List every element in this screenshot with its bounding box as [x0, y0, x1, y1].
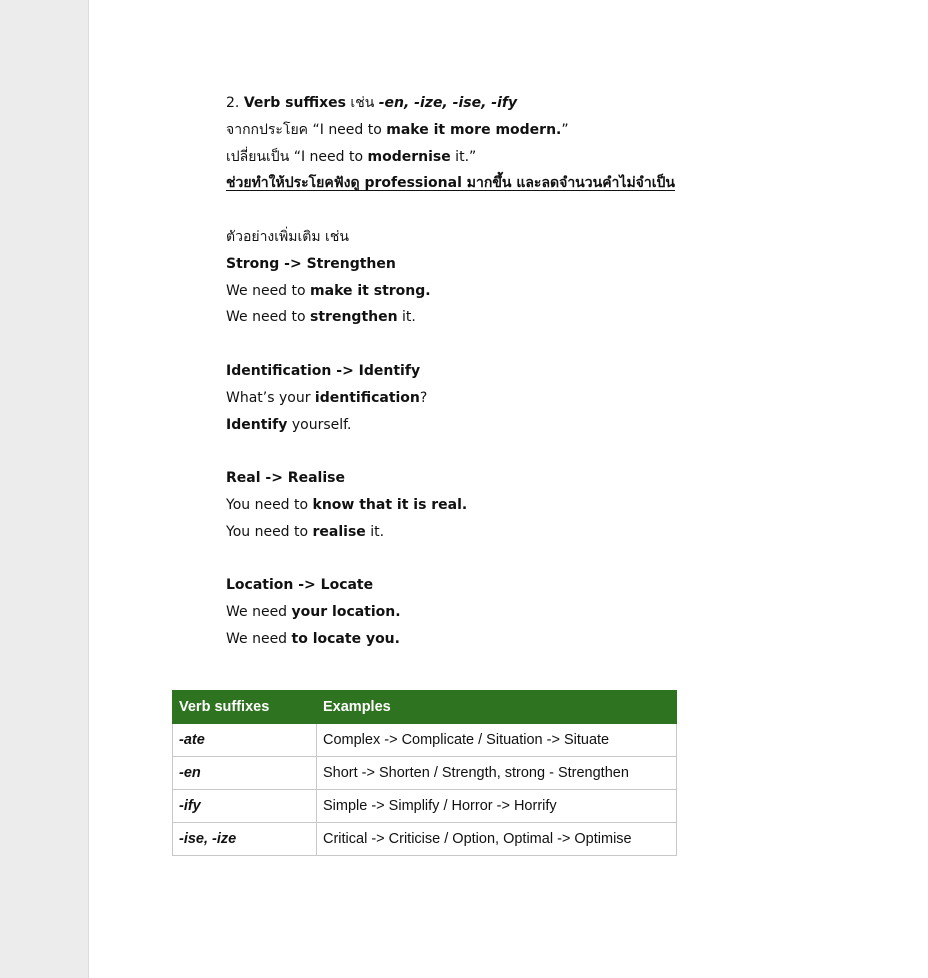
example-sentence: You need to know that it is real. [226, 496, 468, 513]
suffix-cell: -ify [173, 790, 317, 823]
example-cell: Complex -> Complicate / Situation -> Situate [317, 724, 677, 757]
example-sentence: You need to realise it. [226, 523, 385, 540]
section-heading: 2. Verb suffixes เช่น -en, -ize, -ise, -ify [226, 95, 518, 111]
example-cell: Short -> Shorten / Strength, strong - Strengthen [317, 757, 677, 790]
suffix-cell: -ise, -ize [173, 823, 317, 856]
example-cell: Critical -> Criticise / Option, Optimal -> Optimise [317, 823, 677, 856]
example-sentence: Identify yourself. [226, 416, 352, 433]
example-pair: Location -> Locate [226, 577, 374, 594]
document-body [226, 90, 675, 653]
example-sentence: What’s your identification? [226, 389, 428, 406]
example-pair: Real -> Realise [226, 470, 345, 487]
column-header-examples: Examples [317, 691, 677, 724]
verb-suffix-table [172, 690, 677, 856]
heading-suffixes: -en, -ize, -ise, -ify [378, 95, 518, 111]
document-page [89, 0, 928, 978]
suffix-cell: -en [173, 757, 317, 790]
intro-from-sentence: จากกประโยค “I need to make it more modern.” [226, 121, 569, 138]
table-row [173, 757, 677, 790]
example-sentence: We need to make it strong. [226, 282, 431, 299]
window-side-gutter [0, 0, 89, 978]
example-pair: Strong -> Strengthen [226, 255, 396, 272]
table-row [173, 790, 677, 823]
intro-summary: ช่วยทำให้ประโยคฟังดู professional มากขึ้น และลดจำนวนคำไม่จำเป็น [226, 175, 675, 192]
example-sentence: We need to strengthen it. [226, 309, 416, 326]
example-cell: Simple -> Simplify / Horror -> Horrify [317, 790, 677, 823]
more-examples-label: ตัวอย่างเพิ่มเติม เช่น [226, 228, 349, 245]
table-row [173, 823, 677, 856]
example-sentence: We need to locate you. [226, 630, 400, 647]
intro-to-sentence: เปลี่ยนเป็น “I need to modernise it.” [226, 148, 477, 165]
suffix-cell: -ate [173, 724, 317, 757]
table-header-row [173, 691, 677, 724]
example-pair: Identification -> Identify [226, 362, 421, 379]
heading-title: Verb suffixes [243, 95, 346, 111]
table-row [173, 724, 677, 757]
column-header-suffix: Verb suffixes [173, 691, 317, 724]
example-sentence: We need your location. [226, 604, 401, 621]
